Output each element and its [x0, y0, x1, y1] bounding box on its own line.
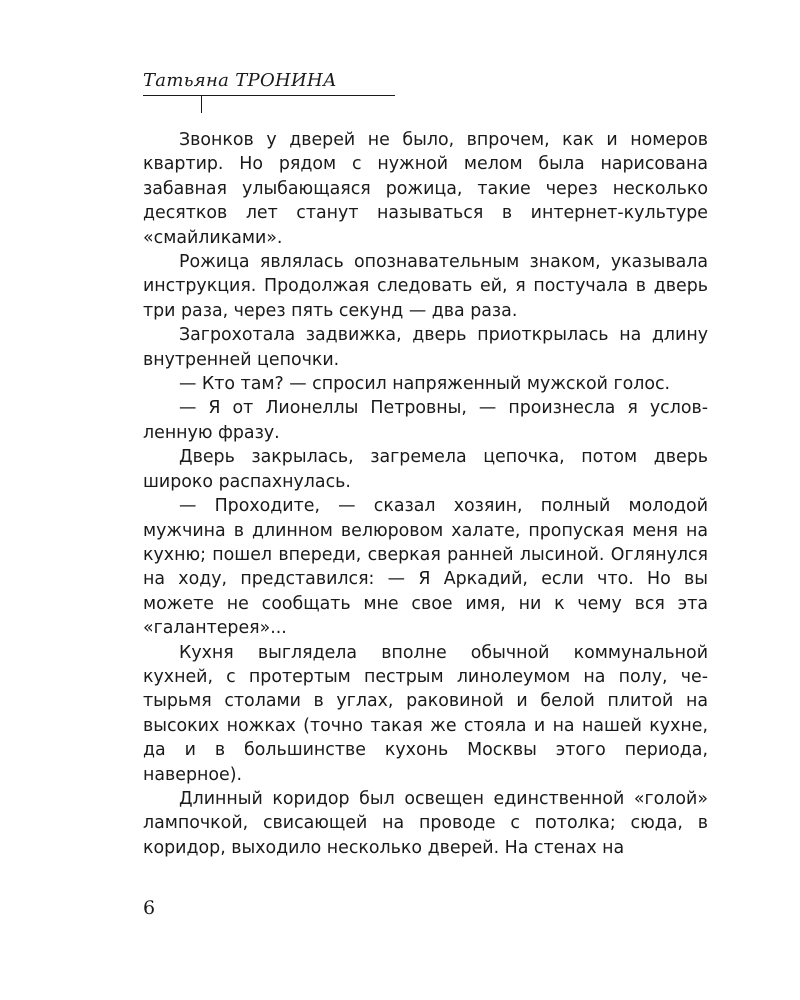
- running-head: Татьяна ТРОНИНА: [143, 70, 337, 91]
- header-tick-mark: [201, 95, 202, 113]
- paragraph: — Проходите, — сказал хозяин, полный молодой мужчина в длинном велюровом халате, пропуская меня на кухню; пошел впереди, сверкая ранней лысиной. Оглянулся на ходу, представился: — Я Аркадий, если что. Но вы можете не сообщать мне свое имя, ни к чему вся эта «галантерея»...: [143, 496, 708, 639]
- header-rule: [143, 95, 395, 96]
- paragraph: Рожица являлась опознавательным знаком, указывала инструкция. Продолжая следовать ей, я постучала в дверь три раза, через пять секунд — два раза.: [143, 252, 708, 321]
- paragraph: Звонков у дверей не было, впрочем, как и номеров квартир. Но рядом с нужной мелом была нарисована забавная улыбающаяся рожица, такие через несколько десятков лет станут называться в интернет-культуре «смайликами».: [143, 130, 708, 248]
- paragraph: Длинный коридор был освещен единственной «голой» лампочкой, свисающей на проводе с потолка; сюда, в коридор, выходило несколько дверей. На стенах на: [143, 788, 708, 858]
- body-text: [143, 128, 708, 860]
- paragraph: — Кто там? — спросил напряженный мужской голос.: [179, 374, 671, 395]
- paragraph: — Я от Лионеллы Петровны, — произнесла я условленную фразу.: [143, 398, 708, 443]
- paragraph: Загрохотала задвижка, дверь приоткрылась на длину внутренней цепочки.: [143, 325, 708, 370]
- paragraph: Дверь закрылась, загремела цепочка, потом дверь широко распахнулась.: [143, 447, 708, 492]
- paragraph: Кухня выглядела вполне обычной коммунальной кухней, с протертым пестрым линолеумом на полу, четырьмя столами в углах, раковиной и белой плитой на высоких ножках (точно такая же стояла и на нашей кухне, да и в большинстве кухонь Москвы этого периода, наверное).: [143, 642, 708, 785]
- page-number: 6: [143, 897, 156, 919]
